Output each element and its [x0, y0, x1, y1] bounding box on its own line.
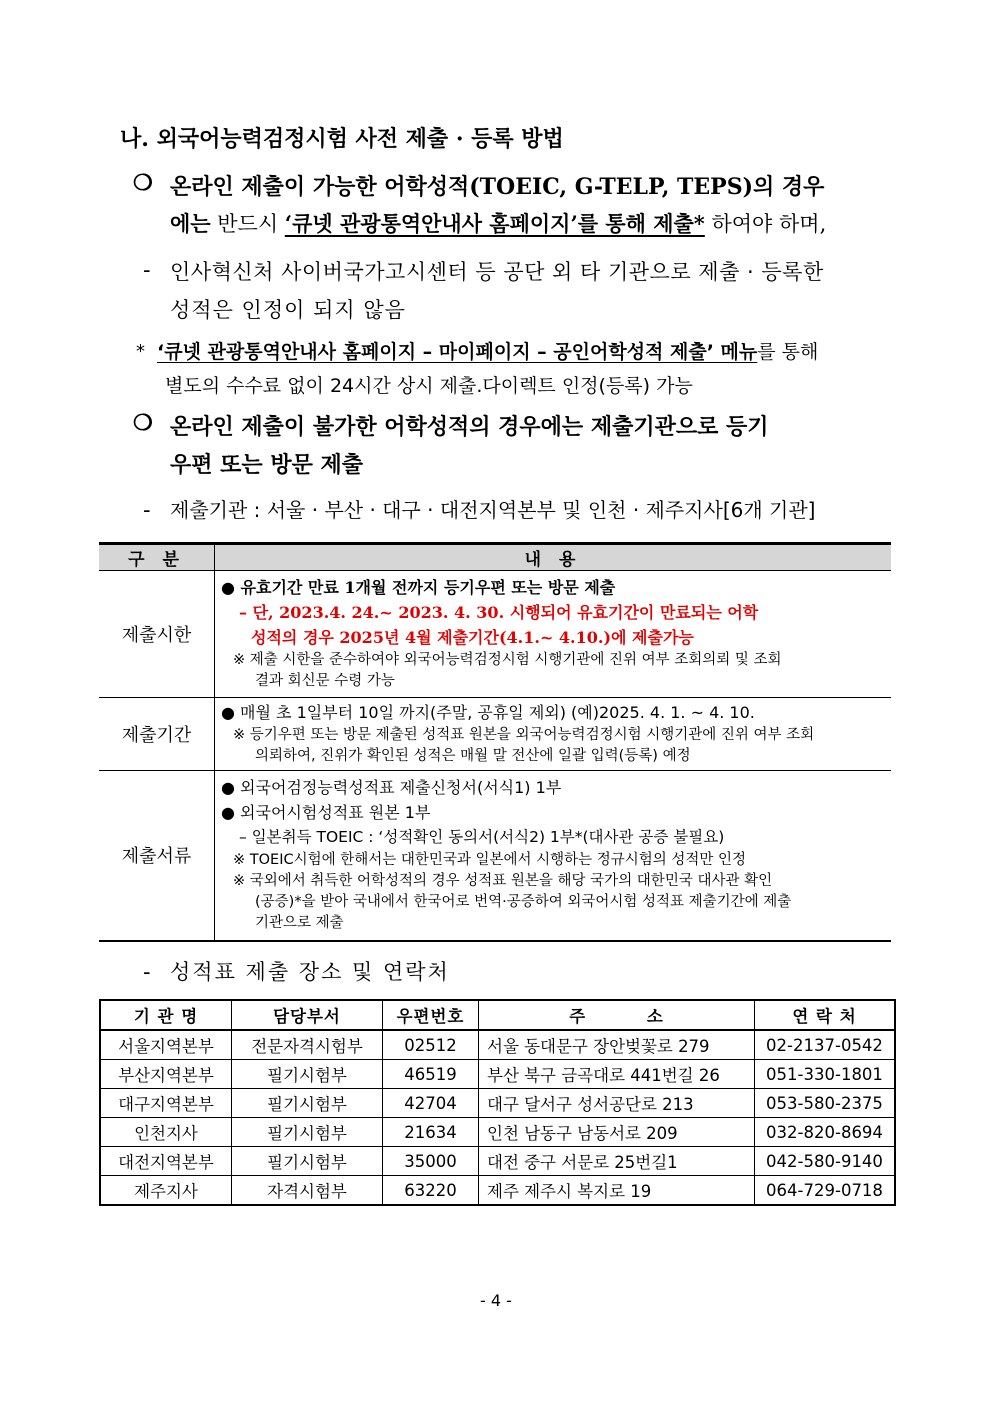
d2-text: 제출기관 : 서울 · 부산 · 대구 · 대전지역본부 및 인천 · 제주지사[6개 기관]: [170, 498, 816, 522]
header-content: 내 용: [215, 544, 892, 571]
cell-org: 대구지역본부: [100, 1089, 232, 1118]
cell-address: 제주 제주시 복지로 19: [479, 1176, 755, 1206]
cell-dept: 필기시험부: [232, 1089, 383, 1118]
deadline-note1: ※ 제출 시한을 준수하여야 외국어능력검정시험 시행기관에 진위 여부 조회의뢰 및 조회: [233, 652, 782, 668]
s1-line1-post: 를 통해: [757, 341, 819, 363]
table-row: [100, 1176, 895, 1206]
d3-text: 성적표 제출 장소 및 연락처: [170, 960, 450, 984]
header-org: 기 관 명: [100, 1000, 232, 1030]
docs-line3: – 일본취득 TOEIC : ‘성적확인 동의서(서식2) 1부*(대사관 공증 불필요): [239, 828, 725, 847]
cell-phone: 051-330-1801: [755, 1060, 896, 1089]
docs-line2: ● 외국어시험성적표 원본 1부: [221, 803, 431, 823]
dash-3: -: [143, 960, 151, 984]
table-row-documents: [99, 771, 891, 941]
deadline-line3: 성적의 경우 2025년 4월 제출기간(4.1.~ 4.10.)에 제출가능: [251, 628, 694, 647]
cell-org: 제주지사: [100, 1176, 232, 1206]
dash-1: -: [143, 258, 151, 282]
cell-zip: 35000: [383, 1147, 479, 1176]
cell-address: 대구 달서구 성서공단로 213: [479, 1089, 755, 1118]
table-row: [100, 1118, 895, 1147]
table-row: [100, 1030, 895, 1060]
p1-line1: 온라인 제출이 가능한 어학성적(TOEIC, G-TELP, TEPS)의 경우: [170, 174, 825, 200]
cell-org: 서울지역본부: [100, 1030, 232, 1060]
cell-zip: 21634: [383, 1118, 479, 1147]
table-row: [100, 1060, 895, 1089]
cell-address: 부산 북구 금곡대로 441번길 26: [479, 1060, 755, 1089]
docs-note3: (공증)*을 받아 국내에서 한국어로 번역·공증하여 외국어시험 성적표 제출기간에 제출: [255, 894, 792, 911]
cell-phone: 042-580-9140: [755, 1147, 896, 1176]
docs-note4: 기관으로 제출: [255, 915, 344, 932]
cell-dept: 필기시험부: [232, 1147, 383, 1176]
s1-line1: [157, 337, 818, 364]
submission-table: [99, 542, 891, 942]
period-note2: 의뢰하여, 진위가 확인된 성적은 매월 말 전산에 일괄 입력(등록) 예정: [255, 748, 691, 764]
cell-dept: 전문자격시험부: [232, 1030, 383, 1060]
row-label: 제출시한: [99, 571, 215, 698]
header-phone: 연 락 처: [755, 1000, 896, 1030]
header-zip: 우편번호: [383, 1000, 479, 1030]
cell-phone: 053-580-2375: [755, 1089, 896, 1118]
cell-dept: 필기시험부: [232, 1118, 383, 1147]
header-category: 구 분: [99, 544, 215, 571]
p1-line2-mid: 반드시: [210, 212, 285, 236]
deadline-note2: 결과 회신문 수령 가능: [255, 673, 395, 689]
contact-table: [99, 999, 896, 1206]
cell-org: 인천지사: [100, 1118, 232, 1147]
row-content: [215, 771, 892, 941]
row-label: 제출서류: [99, 771, 215, 941]
star-mark: *: [136, 341, 145, 362]
docs-note1: ※ TOEIC시험에 한해서는 대한민국과 일본에서 시행하는 정규시험의 성적만 인정: [233, 852, 747, 869]
docs-note2: ※ 국외에서 취득한 어학성적의 경우 성적표 원본을 해당 국가의 대한민국 대사관 확인: [233, 873, 773, 890]
cell-zip: 02512: [383, 1030, 479, 1060]
row-content: [215, 698, 892, 771]
d1-line2: 성적은 인정이 되지 않음: [170, 298, 406, 322]
bullet-2: ❍: [133, 410, 153, 436]
p2-line1: 온라인 제출이 불가한 어학성적의 경우에는 제출기관으로 등기: [170, 414, 769, 440]
deadline-line2: – 단, 2023.4. 24.~ 2023. 4. 30. 시행되어 유효기간이 만료되는 어학: [239, 603, 759, 622]
cell-phone: 032-820-8694: [755, 1118, 896, 1147]
p2-line2: 우편 또는 방문 제출: [170, 452, 363, 478]
cell-dept: 필기시험부: [232, 1060, 383, 1089]
page-number: - 4 -: [480, 1291, 512, 1310]
cell-zip: 63220: [383, 1176, 479, 1206]
cell-org: 대전지역본부: [100, 1147, 232, 1176]
cell-org: 부산지역본부: [100, 1060, 232, 1089]
row-label: 제출기간: [99, 698, 215, 771]
header-dept: 담당부서: [232, 1000, 383, 1030]
header-address: 주 소: [479, 1000, 755, 1030]
s1-line1-underlined: ‘큐넷 관광통역안내사 홈페이지 – 마이페이지 – 공인어학성적 제출’ 메뉴: [157, 341, 758, 363]
deadline-line1: ● 유효기간 만료 1개월 전까지 등기우편 또는 방문 제출: [221, 578, 616, 597]
period-note1: ※ 등기우편 또는 방문 제출된 성적표 원본을 외국어능력검정시험 시행기관에 진위 여부 조회: [233, 727, 815, 743]
row-content: [215, 571, 892, 698]
cell-phone: 02-2137-0542: [755, 1030, 896, 1060]
p1-line2-underlined: ‘큐넷 관광통역안내사 홈페이지’를 통해 제출*: [284, 211, 705, 236]
p1-line2: [170, 208, 826, 238]
table-row: [100, 1089, 895, 1118]
table-row-deadline: [99, 571, 891, 698]
cell-address: 대전 중구 서문로 25번길1: [479, 1147, 755, 1176]
bullet-1: ❍: [133, 170, 153, 196]
table-row: [100, 1147, 895, 1176]
s1-line2: 별도의 수수료 없이 24시간 상시 제출.다이렉트 인정(등록) 가능: [165, 375, 693, 397]
period-line1: ● 매월 초 1일부터 10일 까지(주말, 공휴일 제외) (예)2025. 4. 1. ~ 4. 10.: [221, 703, 755, 722]
section-heading: 나. 외국어능력검정시험 사전 제출 · 등록 방법: [120, 126, 564, 152]
cell-zip: 42704: [383, 1089, 479, 1118]
docs-line1: ● 외국어검정능력성적표 제출신청서(서식1) 1부: [221, 778, 562, 798]
cell-phone: 064-729-0718: [755, 1176, 896, 1206]
cell-address: 서울 동대문구 장안벚꽃로 279: [479, 1030, 755, 1060]
cell-address: 인천 남동구 남동서로 209: [479, 1118, 755, 1147]
contact-header-row: [100, 1000, 895, 1030]
cell-zip: 46519: [383, 1060, 479, 1089]
p1-line2-pre: 에는: [170, 211, 211, 236]
dash-2: -: [143, 498, 151, 522]
p1-line2-post: 하여야 하며,: [704, 212, 827, 236]
table-header-row: [99, 544, 891, 571]
table-row-period: [99, 698, 891, 771]
cell-dept: 자격시험부: [232, 1176, 383, 1206]
d1-line1: 인사혁신처 사이버국가고시센터 등 공단 외 타 기관으로 제출 · 등록한: [170, 260, 824, 284]
